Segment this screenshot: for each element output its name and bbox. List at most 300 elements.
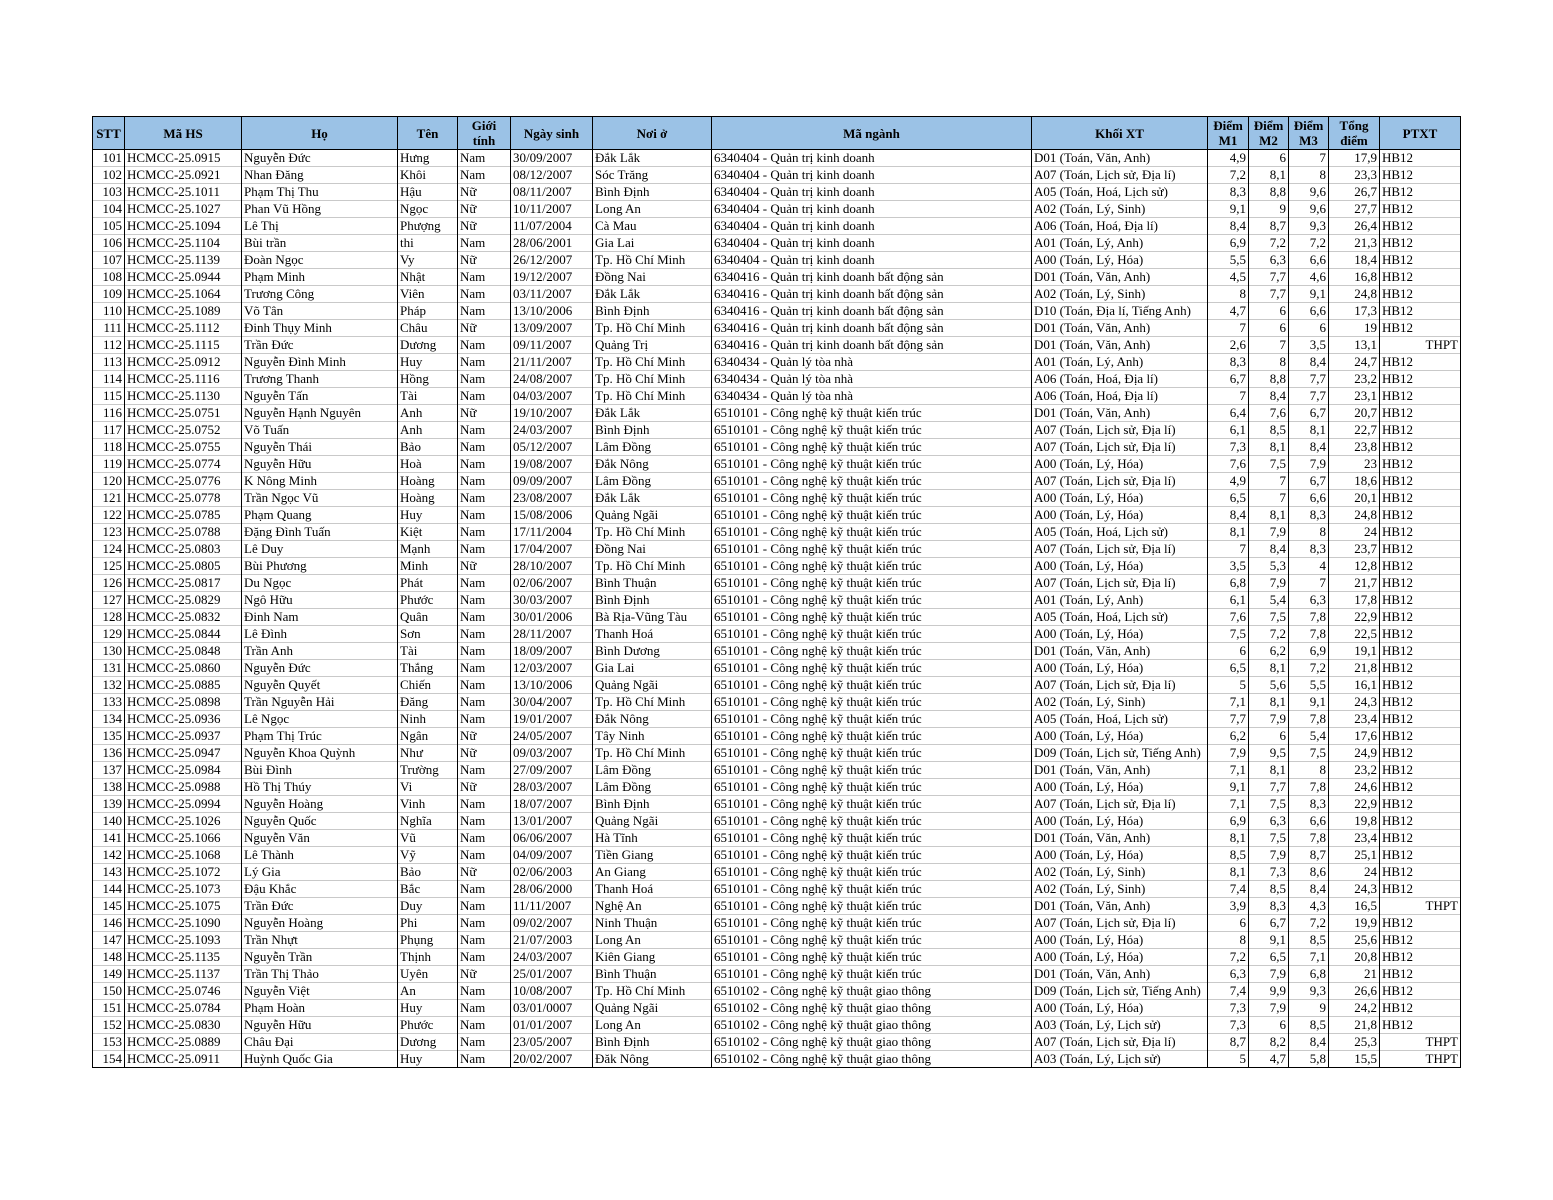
cell-diem-m3: 6,6 [1289,252,1329,269]
cell-tong-diem: 22,5 [1329,626,1380,643]
cell-gioi-tinh: Nam [458,1000,511,1017]
cell-gioi-tinh: Nữ [458,745,511,762]
cell-khoi-xt: D01 (Toán, Văn, Anh) [1032,320,1208,337]
cell-ma-nganh: 6340434 - Quản lý tòa nhà [712,388,1032,405]
cell-ma-hs: HCMCC-25.0898 [125,694,242,711]
cell-ptxt: HB12 [1380,269,1461,286]
cell-ngay-sinh: 30/09/2007 [511,150,593,167]
cell-ptxt: HB12 [1380,422,1461,439]
cell-noi-o: Quảng Ngãi [593,677,712,694]
cell-diem-m3: 7 [1289,150,1329,167]
cell-diem-m1: 6,8 [1208,575,1249,592]
cell-ma-hs: HCMCC-25.0746 [125,983,242,1000]
cell-khoi-xt: A00 (Toán, Lý, Hóa) [1032,728,1208,745]
header-tong-diem: Tổng điểm [1329,117,1380,150]
cell-tong-diem: 19,1 [1329,643,1380,660]
cell-diem-m3: 9,3 [1289,983,1329,1000]
cell-gioi-tinh: Nam [458,711,511,728]
cell-diem-m1: 4,9 [1208,473,1249,490]
cell-gioi-tinh: Nữ [458,864,511,881]
table-row [93,932,1461,949]
cell-tong-diem: 23,1 [1329,388,1380,405]
cell-noi-o: Quảng Ngãi [593,507,712,524]
cell-noi-o: Tp. Hồ Chí Minh [593,371,712,388]
cell-khoi-xt: A00 (Toán, Lý, Hóa) [1032,932,1208,949]
table-row [93,677,1461,694]
cell-ma-hs: HCMCC-25.1115 [125,337,242,354]
cell-ptxt: HB12 [1380,286,1461,303]
cell-khoi-xt: D09 (Toán, Lịch sử, Tiếng Anh) [1032,745,1208,762]
cell-ten: Vỹ [398,847,458,864]
cell-stt: 117 [93,422,125,439]
cell-ho: Nguyễn Đình Minh [242,354,398,371]
cell-ngay-sinh: 11/11/2007 [511,898,593,915]
cell-diem-m2: 8,2 [1249,1034,1289,1051]
cell-gioi-tinh: Nam [458,813,511,830]
cell-ten: Trường [398,762,458,779]
cell-gioi-tinh: Nam [458,609,511,626]
cell-noi-o: Quảng Trị [593,337,712,354]
cell-diem-m1: 7 [1208,388,1249,405]
cell-noi-o: Đắk Nông [593,456,712,473]
cell-diem-m1: 7,1 [1208,694,1249,711]
cell-ma-nganh: 6510102 - Công nghệ kỹ thuật giao thông [712,983,1032,1000]
cell-ho: Trần Anh [242,643,398,660]
cell-diem-m1: 8 [1208,286,1249,303]
table-row [93,388,1461,405]
cell-ten: Kiệt [398,524,458,541]
cell-stt: 103 [93,184,125,201]
cell-khoi-xt: A03 (Toán, Lý, Lịch sử) [1032,1051,1208,1068]
cell-stt: 152 [93,1017,125,1034]
cell-gioi-tinh: Nam [458,524,511,541]
cell-gioi-tinh: Nữ [458,405,511,422]
cell-ma-nganh: 6510102 - Công nghệ kỹ thuật giao thông [712,1034,1032,1051]
cell-diem-m1: 8,4 [1208,218,1249,235]
cell-ho: Du Ngọc [242,575,398,592]
cell-khoi-xt: A02 (Toán, Lý, Sinh) [1032,864,1208,881]
cell-diem-m3: 8,3 [1289,507,1329,524]
cell-ho: Nguyễn Việt [242,983,398,1000]
cell-diem-m3: 8,4 [1289,881,1329,898]
cell-ptxt: HB12 [1380,677,1461,694]
cell-gioi-tinh: Nam [458,269,511,286]
cell-gioi-tinh: Nữ [458,252,511,269]
cell-ma-hs: HCMCC-25.0844 [125,626,242,643]
cell-diem-m1: 6 [1208,915,1249,932]
cell-diem-m2: 7,5 [1249,830,1289,847]
cell-stt: 140 [93,813,125,830]
cell-stt: 116 [93,405,125,422]
cell-ngay-sinh: 18/07/2007 [511,796,593,813]
cell-khoi-xt: A06 (Toán, Hoá, Địa lí) [1032,388,1208,405]
cell-diem-m3: 6,9 [1289,643,1329,660]
cell-ptxt: HB12 [1380,847,1461,864]
cell-gioi-tinh: Nam [458,643,511,660]
cell-diem-m3: 7,8 [1289,626,1329,643]
cell-noi-o: Ninh Thuận [593,915,712,932]
cell-ma-nganh: 6340404 - Quản trị kinh doanh [712,167,1032,184]
cell-ma-hs: HCMCC-25.1093 [125,932,242,949]
cell-khoi-xt: D01 (Toán, Văn, Anh) [1032,643,1208,660]
cell-gioi-tinh: Nam [458,439,511,456]
cell-diem-m2: 7,7 [1249,779,1289,796]
table-row [93,966,1461,983]
cell-noi-o: Bà Rịa-Vũng Tàu [593,609,712,626]
cell-ngay-sinh: 08/11/2007 [511,184,593,201]
cell-diem-m2: 7,5 [1249,609,1289,626]
cell-tong-diem: 16,8 [1329,269,1380,286]
cell-stt: 151 [93,1000,125,1017]
cell-ptxt: HB12 [1380,354,1461,371]
cell-diem-m3: 8 [1289,762,1329,779]
cell-khoi-xt: A01 (Toán, Lý, Anh) [1032,235,1208,252]
cell-ma-hs: HCMCC-25.0994 [125,796,242,813]
cell-tong-diem: 23,2 [1329,371,1380,388]
cell-khoi-xt: A02 (Toán, Lý, Sinh) [1032,286,1208,303]
cell-ma-hs: HCMCC-25.0915 [125,150,242,167]
cell-ho: Võ Tuấn [242,422,398,439]
cell-ngay-sinh: 24/03/2007 [511,949,593,966]
cell-diem-m2: 8,1 [1249,167,1289,184]
cell-diem-m1: 7 [1208,320,1249,337]
cell-ngay-sinh: 09/11/2007 [511,337,593,354]
cell-ho: Nguyễn Quyết [242,677,398,694]
cell-khoi-xt: A07 (Toán, Lịch sử, Địa lí) [1032,167,1208,184]
cell-ma-hs: HCMCC-25.1112 [125,320,242,337]
cell-stt: 109 [93,286,125,303]
cell-tong-diem: 21,3 [1329,235,1380,252]
cell-ma-nganh: 6510101 - Công nghệ kỹ thuật kiến trúc [712,728,1032,745]
cell-diem-m1: 6,7 [1208,371,1249,388]
cell-diem-m3: 6,6 [1289,490,1329,507]
cell-ten: Bảo [398,439,458,456]
cell-ma-nganh: 6510101 - Công nghệ kỹ thuật kiến trúc [712,524,1032,541]
cell-ten: Huy [398,1000,458,1017]
cell-gioi-tinh: Nam [458,847,511,864]
cell-diem-m1: 6,2 [1208,728,1249,745]
cell-ten: Vũ [398,830,458,847]
cell-khoi-xt: A07 (Toán, Lịch sử, Địa lí) [1032,422,1208,439]
cell-tong-diem: 17,6 [1329,728,1380,745]
cell-diem-m2: 7,9 [1249,1000,1289,1017]
cell-gioi-tinh: Nam [458,490,511,507]
cell-diem-m1: 6,9 [1208,235,1249,252]
cell-diem-m2: 7,7 [1249,286,1289,303]
cell-tong-diem: 20,7 [1329,405,1380,422]
cell-diem-m3: 8,3 [1289,796,1329,813]
cell-khoi-xt: D01 (Toán, Văn, Anh) [1032,150,1208,167]
cell-gioi-tinh: Nam [458,354,511,371]
cell-ma-hs: HCMCC-25.0776 [125,473,242,490]
cell-stt: 139 [93,796,125,813]
cell-ten: Chiến [398,677,458,694]
cell-diem-m1: 7 [1208,541,1249,558]
cell-khoi-xt: A05 (Toán, Hoá, Lịch sử) [1032,609,1208,626]
cell-ten: Pháp [398,303,458,320]
cell-diem-m1: 7,3 [1208,1017,1249,1034]
cell-ho: Đinh Thụy Minh [242,320,398,337]
cell-diem-m1: 8,4 [1208,507,1249,524]
cell-diem-m3: 6,8 [1289,966,1329,983]
table-row [93,167,1461,184]
cell-ptxt: HB12 [1380,813,1461,830]
cell-noi-o: Long An [593,1017,712,1034]
table-row [93,1017,1461,1034]
cell-noi-o: Lâm Đồng [593,762,712,779]
cell-ptxt: HB12 [1380,524,1461,541]
cell-diem-m3: 8,7 [1289,847,1329,864]
cell-gioi-tinh: Nam [458,1017,511,1034]
cell-khoi-xt: A07 (Toán, Lịch sử, Địa lí) [1032,677,1208,694]
cell-diem-m2: 8,1 [1249,507,1289,524]
cell-ho: Trương Thanh [242,371,398,388]
cell-diem-m2: 5,4 [1249,592,1289,609]
cell-gioi-tinh: Nữ [458,779,511,796]
cell-ho: Nguyễn Quốc [242,813,398,830]
cell-diem-m3: 7,2 [1289,915,1329,932]
cell-khoi-xt: A00 (Toán, Lý, Hóa) [1032,660,1208,677]
cell-stt: 135 [93,728,125,745]
cell-ngay-sinh: 30/03/2007 [511,592,593,609]
cell-diem-m1: 8,5 [1208,847,1249,864]
cell-ma-nganh: 6510101 - Công nghệ kỹ thuật kiến trúc [712,405,1032,422]
cell-ho: Trần Thị Thảo [242,966,398,983]
header-khoi-xt: Khối XT [1032,117,1208,150]
cell-diem-m2: 7,9 [1249,847,1289,864]
cell-gioi-tinh: Nam [458,541,511,558]
header-diem-m2: Điểm M2 [1249,117,1289,150]
cell-diem-m1: 6,3 [1208,966,1249,983]
cell-khoi-xt: A03 (Toán, Lý, Lịch sử) [1032,1017,1208,1034]
cell-stt: 141 [93,830,125,847]
table-row [93,507,1461,524]
cell-ma-hs: HCMCC-25.0788 [125,524,242,541]
table-row [93,558,1461,575]
cell-ngay-sinh: 27/09/2007 [511,762,593,779]
cell-noi-o: Bình Dương [593,643,712,660]
cell-ptxt: HB12 [1380,694,1461,711]
cell-ten: Nghĩa [398,813,458,830]
header-diem-m3: Điểm M3 [1289,117,1329,150]
cell-diem-m2: 7 [1249,473,1289,490]
cell-ngay-sinh: 19/01/2007 [511,711,593,728]
cell-ptxt: HB12 [1380,541,1461,558]
cell-gioi-tinh: Nam [458,456,511,473]
cell-ma-hs: HCMCC-25.0778 [125,490,242,507]
cell-ngay-sinh: 10/08/2007 [511,983,593,1000]
cell-diem-m2: 9 [1249,201,1289,218]
table-row [93,354,1461,371]
cell-stt: 138 [93,779,125,796]
cell-ma-nganh: 6510101 - Công nghệ kỹ thuật kiến trúc [712,575,1032,592]
table-row [93,847,1461,864]
cell-diem-m2: 7,7 [1249,269,1289,286]
cell-ngay-sinh: 04/03/2007 [511,388,593,405]
cell-ma-hs: HCMCC-25.1075 [125,898,242,915]
table-row [93,303,1461,320]
table-row [93,898,1461,915]
cell-ngay-sinh: 13/01/2007 [511,813,593,830]
cell-diem-m2: 7 [1249,490,1289,507]
header-ma-nganh: Mã ngành [712,117,1032,150]
cell-ten: An [398,983,458,1000]
cell-ptxt: HB12 [1380,405,1461,422]
cell-ho: Nguyễn Khoa Quỳnh [242,745,398,762]
cell-stt: 153 [93,1034,125,1051]
cell-diem-m3: 9,1 [1289,286,1329,303]
table-row [93,694,1461,711]
cell-diem-m2: 7,5 [1249,796,1289,813]
cell-ho: Phạm Thị Thu [242,184,398,201]
header-row [93,117,1461,150]
cell-noi-o: Lâm Đồng [593,439,712,456]
cell-gioi-tinh: Nam [458,286,511,303]
cell-tong-diem: 23,2 [1329,762,1380,779]
cell-ma-nganh: 6510101 - Công nghệ kỹ thuật kiến trúc [712,541,1032,558]
cell-tong-diem: 24,3 [1329,881,1380,898]
cell-ptxt: HB12 [1380,728,1461,745]
cell-ten: Viên [398,286,458,303]
cell-gioi-tinh: Nam [458,337,511,354]
cell-stt: 122 [93,507,125,524]
cell-tong-diem: 20,1 [1329,490,1380,507]
cell-diem-m3: 7 [1289,575,1329,592]
cell-diem-m1: 7,2 [1208,949,1249,966]
cell-ho: K Nông Minh [242,473,398,490]
table-row [93,524,1461,541]
cell-noi-o: Gia Lai [593,235,712,252]
cell-tong-diem: 18,4 [1329,252,1380,269]
cell-gioi-tinh: Nam [458,507,511,524]
cell-diem-m2: 7,5 [1249,456,1289,473]
cell-ho: Lê Đình [242,626,398,643]
cell-tong-diem: 27,7 [1329,201,1380,218]
cell-ma-hs: HCMCC-25.0860 [125,660,242,677]
cell-ma-hs: HCMCC-25.1104 [125,235,242,252]
cell-noi-o: Đắk Lắk [593,490,712,507]
cell-khoi-xt: D09 (Toán, Lịch sử, Tiếng Anh) [1032,983,1208,1000]
cell-diem-m1: 6,4 [1208,405,1249,422]
cell-stt: 145 [93,898,125,915]
cell-ma-hs: HCMCC-25.1072 [125,864,242,881]
cell-ptxt: THPT [1380,1034,1461,1051]
cell-ho: Nguyễn Tấn [242,388,398,405]
cell-ma-hs: HCMCC-25.1011 [125,184,242,201]
cell-diem-m1: 9,1 [1208,779,1249,796]
cell-ngay-sinh: 01/01/2007 [511,1017,593,1034]
cell-diem-m2: 6,2 [1249,643,1289,660]
cell-ho: Bùi trần [242,235,398,252]
cell-diem-m3: 9 [1289,1000,1329,1017]
cell-ten: Huy [398,1051,458,1068]
cell-stt: 114 [93,371,125,388]
cell-ngay-sinh: 10/11/2007 [511,201,593,218]
cell-ngay-sinh: 28/06/2001 [511,235,593,252]
cell-ten: Uyên [398,966,458,983]
cell-stt: 118 [93,439,125,456]
table-row [93,456,1461,473]
cell-diem-m2: 5,3 [1249,558,1289,575]
cell-ma-hs: HCMCC-25.0774 [125,456,242,473]
cell-diem-m3: 3,5 [1289,337,1329,354]
cell-diem-m1: 7,3 [1208,439,1249,456]
cell-ma-hs: HCMCC-25.1130 [125,388,242,405]
header-stt: STT [93,117,125,150]
cell-ptxt: HB12 [1380,473,1461,490]
cell-diem-m1: 3,5 [1208,558,1249,575]
cell-stt: 149 [93,966,125,983]
cell-gioi-tinh: Nam [458,167,511,184]
cell-diem-m1: 9,1 [1208,201,1249,218]
cell-diem-m2: 9,5 [1249,745,1289,762]
cell-khoi-xt: D01 (Toán, Văn, Anh) [1032,405,1208,422]
cell-ma-hs: HCMCC-25.0751 [125,405,242,422]
cell-diem-m2: 6,5 [1249,949,1289,966]
cell-tong-diem: 24,3 [1329,694,1380,711]
cell-diem-m2: 8,1 [1249,660,1289,677]
cell-ten: Hưng [398,150,458,167]
cell-ten: Tài [398,643,458,660]
cell-ngay-sinh: 24/05/2007 [511,728,593,745]
cell-stt: 115 [93,388,125,405]
cell-diem-m3: 6,7 [1289,473,1329,490]
cell-diem-m1: 5 [1208,1051,1249,1068]
cell-diem-m1: 4,9 [1208,150,1249,167]
cell-ma-nganh: 6340404 - Quản trị kinh doanh [712,201,1032,218]
cell-ngay-sinh: 12/03/2007 [511,660,593,677]
cell-tong-diem: 16,1 [1329,677,1380,694]
cell-ten: Phước [398,1017,458,1034]
cell-khoi-xt: A07 (Toán, Lịch sử, Địa lí) [1032,575,1208,592]
cell-diem-m2: 8,4 [1249,541,1289,558]
cell-ten: Phụng [398,932,458,949]
cell-diem-m1: 8,1 [1208,524,1249,541]
cell-gioi-tinh: Nam [458,660,511,677]
cell-ngay-sinh: 28/10/2007 [511,558,593,575]
cell-noi-o: Quảng Ngãi [593,813,712,830]
cell-diem-m3: 4,6 [1289,269,1329,286]
cell-diem-m3: 7,5 [1289,745,1329,762]
cell-ngay-sinh: 05/12/2007 [511,439,593,456]
table-body [93,150,1461,1068]
cell-ten: Minh [398,558,458,575]
table-row [93,473,1461,490]
cell-tong-diem: 23 [1329,456,1380,473]
cell-noi-o: Bình Định [593,184,712,201]
cell-gioi-tinh: Nam [458,898,511,915]
cell-tong-diem: 24,2 [1329,1000,1380,1017]
cell-tong-diem: 18,6 [1329,473,1380,490]
cell-tong-diem: 26,4 [1329,218,1380,235]
header-diem-m1: Điểm M1 [1208,117,1249,150]
cell-ptxt: HB12 [1380,439,1461,456]
cell-ptxt: HB12 [1380,881,1461,898]
cell-ngay-sinh: 20/02/2007 [511,1051,593,1068]
cell-ten: Phước [398,592,458,609]
cell-diem-m2: 9,9 [1249,983,1289,1000]
cell-khoi-xt: A00 (Toán, Lý, Hóa) [1032,949,1208,966]
cell-ngay-sinh: 28/06/2000 [511,881,593,898]
cell-noi-o: Tp. Hồ Chí Minh [593,252,712,269]
cell-ptxt: HB12 [1380,235,1461,252]
cell-ma-nganh: 6510101 - Công nghệ kỹ thuật kiến trúc [712,490,1032,507]
cell-gioi-tinh: Nam [458,1034,511,1051]
cell-ten: thi [398,235,458,252]
cell-khoi-xt: A07 (Toán, Lịch sử, Địa lí) [1032,439,1208,456]
cell-diem-m3: 8,3 [1289,541,1329,558]
cell-ma-nganh: 6340404 - Quản trị kinh doanh [712,252,1032,269]
